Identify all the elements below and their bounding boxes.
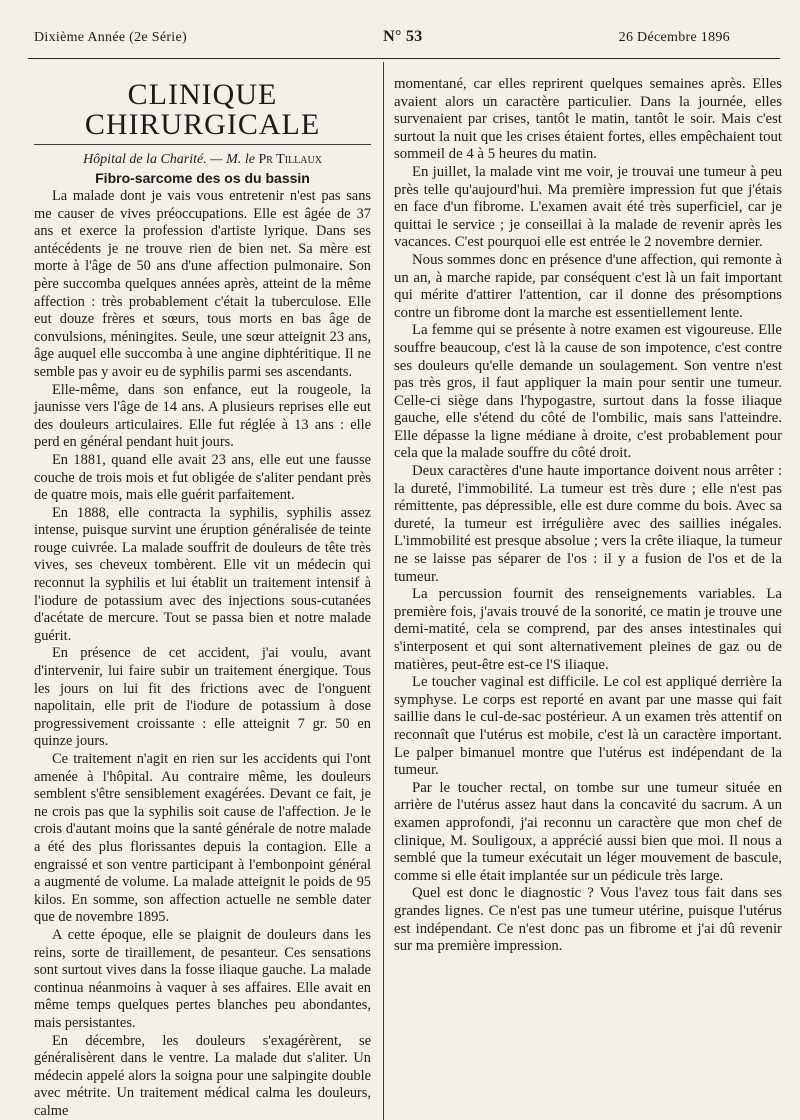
- paragraph: Deux caractères d'une haute importance doivent nous arrêter : la dureté, l'immobilité. La tumeur est très dure ; elle n'est pas rémittente, pas dépressible, elle est dure comme du bois. Avec sa dureté, la tumeur est irrégulière avec des saillies inégales. L'immobilité est presque absolue ; vers la crête iliaque, la tumeur ne se laisse pas séparer de l'os : il y a fusion de l'os et de la tumeur.: [394, 463, 782, 586]
- paragraph: En juillet, la malade vint me voir, je trouvai une tumeur à peu près telle qu'aujourd'hui. Ma première impression fut que j'étais en face d'un fibrome. L'examen avait été très superficiel, car je quittai le service ; je conseillai à la malade de revenir après les vacances. C'est pourquoi elle est entrée le 2 novembre dernier.: [394, 164, 782, 252]
- paragraph-continued: momentané, car elles reprirent quelques semaines après. Elles avaient alors un caractère particulier. Dans la journée, elles survenaient par crises, tantôt le matin, tantôt le soir. Mais c'est surtout la nuit que les crises étaient fortes, elles empêchaient tout sommeil de 4 à 5 heures du matin.: [394, 76, 782, 164]
- paragraph: Nous sommes donc en présence d'une affection, qui remonte à un an, à marche rapide, par conséquent c'est là un fait important qui mérite d'attirer l'attention, car il donne des présomptions contre un fibrome dont la marche est essentiellement lente.: [394, 252, 782, 322]
- header-series: Dixième Année (2e Série): [34, 30, 187, 46]
- right-column: [384, 62, 786, 1120]
- paragraph: Le toucher vaginal est difficile. Le col est appliqué derrière la symphyse. Le corps est reporté en avant par une masse qui fait saillie dans le cul-de-sac postérieur. A un examen très attentif on reconnaît que l'utérus est mobile, c'est là un caractère important. Le palper bimanuel montre que l'utérus est indépendant de la tumeur.: [394, 674, 782, 780]
- paragraph: Elle-même, dans son enfance, eut la rougeole, la jaunisse vers l'âge de 14 ans. A plusieurs reprises elle eut des douleurs articulaires. Elle fut réglée à 13 ans : elle perd en général pendant huit jours.: [34, 382, 371, 452]
- paragraph: En décembre, les douleurs s'exagérèrent, se généralisèrent dans le ventre. La malade dut s'aliter. Un médecin appelé alors la soigna pour une salpingite double avec métrite. Un traitement médical calma les douleurs, calme: [34, 1033, 371, 1120]
- paragraph: Ce traitement n'agit en rien sur les accidents qui l'ont amenée à l'hôpital. Au contraire même, les douleurs semblent s'être sensiblement exagérées. Devant ce fait, je ne crois pas que la syphilis soit cause de l'affection. Je le crois d'autant moins que la santé générale de notre malade a été des plus florissantes depuis la contagion. Elle a engraissé et son ventre participant à l'embonpoint général a augmenté de volume. La malade atteignit le poids de 95 kilos. En somme, son affection actuelle ne semble dater que de novembre 1895.: [34, 751, 371, 927]
- paragraph: La percussion fournit des renseignements variables. La première fois, j'avais trouvé de la sonorité, ce matin je trouve une demi-matité, cela se comprend, par des anses intestinales qui s'interposent et qui sont alternativement pleines de gaz ou de matières, peut-être est-ce l'S iliaque.: [394, 586, 782, 674]
- paragraph: En présence de cet accident, j'ai voulu, avant d'intervenir, lui faire subir un traitement énergique. Tous les jours on lui fit des frictions avec de l'onguent napolitain, elle prit de l'iodure de potassium à dose progressivement croissante : elle atteignit 7 gr. 50 en quinze jours.: [34, 645, 371, 751]
- doctor-name: Pr Tillaux: [258, 152, 321, 167]
- article-title: CLINIQUE CHIRURGICALE: [34, 80, 371, 145]
- hospital-name: Hôpital de la Charité. — M. le: [83, 152, 255, 167]
- paragraph: Quel est donc le diagnostic ? Vous l'avez tous fait dans ses grandes lignes. Ce n'est pas une tumeur utérine, puisque l'utérus est indépendant. Ce n'est donc pas un fibrome et j'ai dû revenir sur ma première impression.: [394, 885, 782, 955]
- header-date: 26 Décembre 1896: [619, 30, 730, 46]
- header-rule: [28, 58, 780, 59]
- header-issue-number: N° 53: [383, 28, 422, 46]
- paragraph: En 1888, elle contracta la syphilis, syphilis assez intense, puisque survint une éruption généralisée de teinte rouge cuivrée. La malade souffrit de douleurs de tête très vives, ses cheveux tombèrent. Elle vit un médecin qui reconnut la syphilis et lui établit un traitement intensif à l'iodure de potassium avec des injections sous-cutanées d'acétate de mercure. Tout se passa bien et notre malade guérit.: [34, 505, 371, 646]
- running-head: [34, 28, 730, 46]
- paragraph: A cette époque, elle se plaignit de douleurs dans les reins, sorte de tiraillement, de pesanteur. Ces sensations sont surtout vives dans la fosse iliaque gauche. La malade continua néanmoins à vaquer à ses affaires. Elle avait en même temps quelques pertes blanches peu abondantes, mais persistantes.: [34, 927, 371, 1033]
- text-columns: [28, 62, 786, 1057]
- paragraph: Par le toucher rectal, on tombe sur une tumeur située en arrière de l'utérus assez haut dans la concavité du sacrum. A un examen approfondi, j'ai reconnu un caractère que mon chef de clinique, M. Souligoux, a apprécié aussi bien que moi. Il nous a semblé que la tumeur exécutait un léger mouvement de bascule, comme si elle était implantée sur un pédicule très large.: [394, 780, 782, 886]
- paragraph: La malade dont je vais vous entretenir n'est pas sans me causer de vives préoccupations. Elle est âgée de 37 ans et exerce la profession d'artiste lyrique. Dans ses antécédents je ne trouve rien de bien net. Sa mère est morte à l'âge de 50 ans d'une affection pulmonaire. Son père succomba quelques années après, atteint de la même affection : très probablement c'était la tuberculose. Elle eut douze frères et sœurs, tous morts en bas âge de convulsions, méningites. Seule, une sœur atteignit 23 ans, âge auquel elle succomba à une angine diphtéritique. Il ne semble pas y avoir eu de syphilis parmi ses ascendants.: [34, 188, 371, 382]
- article-byline: [34, 151, 371, 169]
- article-subtitle: Fibro-sarcome des os du bassin: [34, 169, 371, 187]
- paragraph: En 1881, quand elle avait 23 ans, elle eut une fausse couche de trois mois et fut obligée de s'aliter pendant près de quatre mois, mais elle guérit parfaitement.: [34, 452, 371, 505]
- left-column: [28, 62, 384, 1120]
- paragraph: La femme qui se présente à notre examen est vigoureuse. Elle souffre beaucoup, c'est là la cause de son impotence, c'est contre ses douleurs qu'elle demande un soulagement. Son ventre n'est pas très gros, il faut appliquer la main pour sentir une tumeur. Celle-ci siège dans l'hypogastre, surtout dans la fosse iliaque gauche, elle s'étend du côté de l'ombilic, mais sans l'atteindre. Elle dépasse la ligne médiane à droite, c'est probablement pour cela que la malade souffre du côté droit.: [394, 322, 782, 463]
